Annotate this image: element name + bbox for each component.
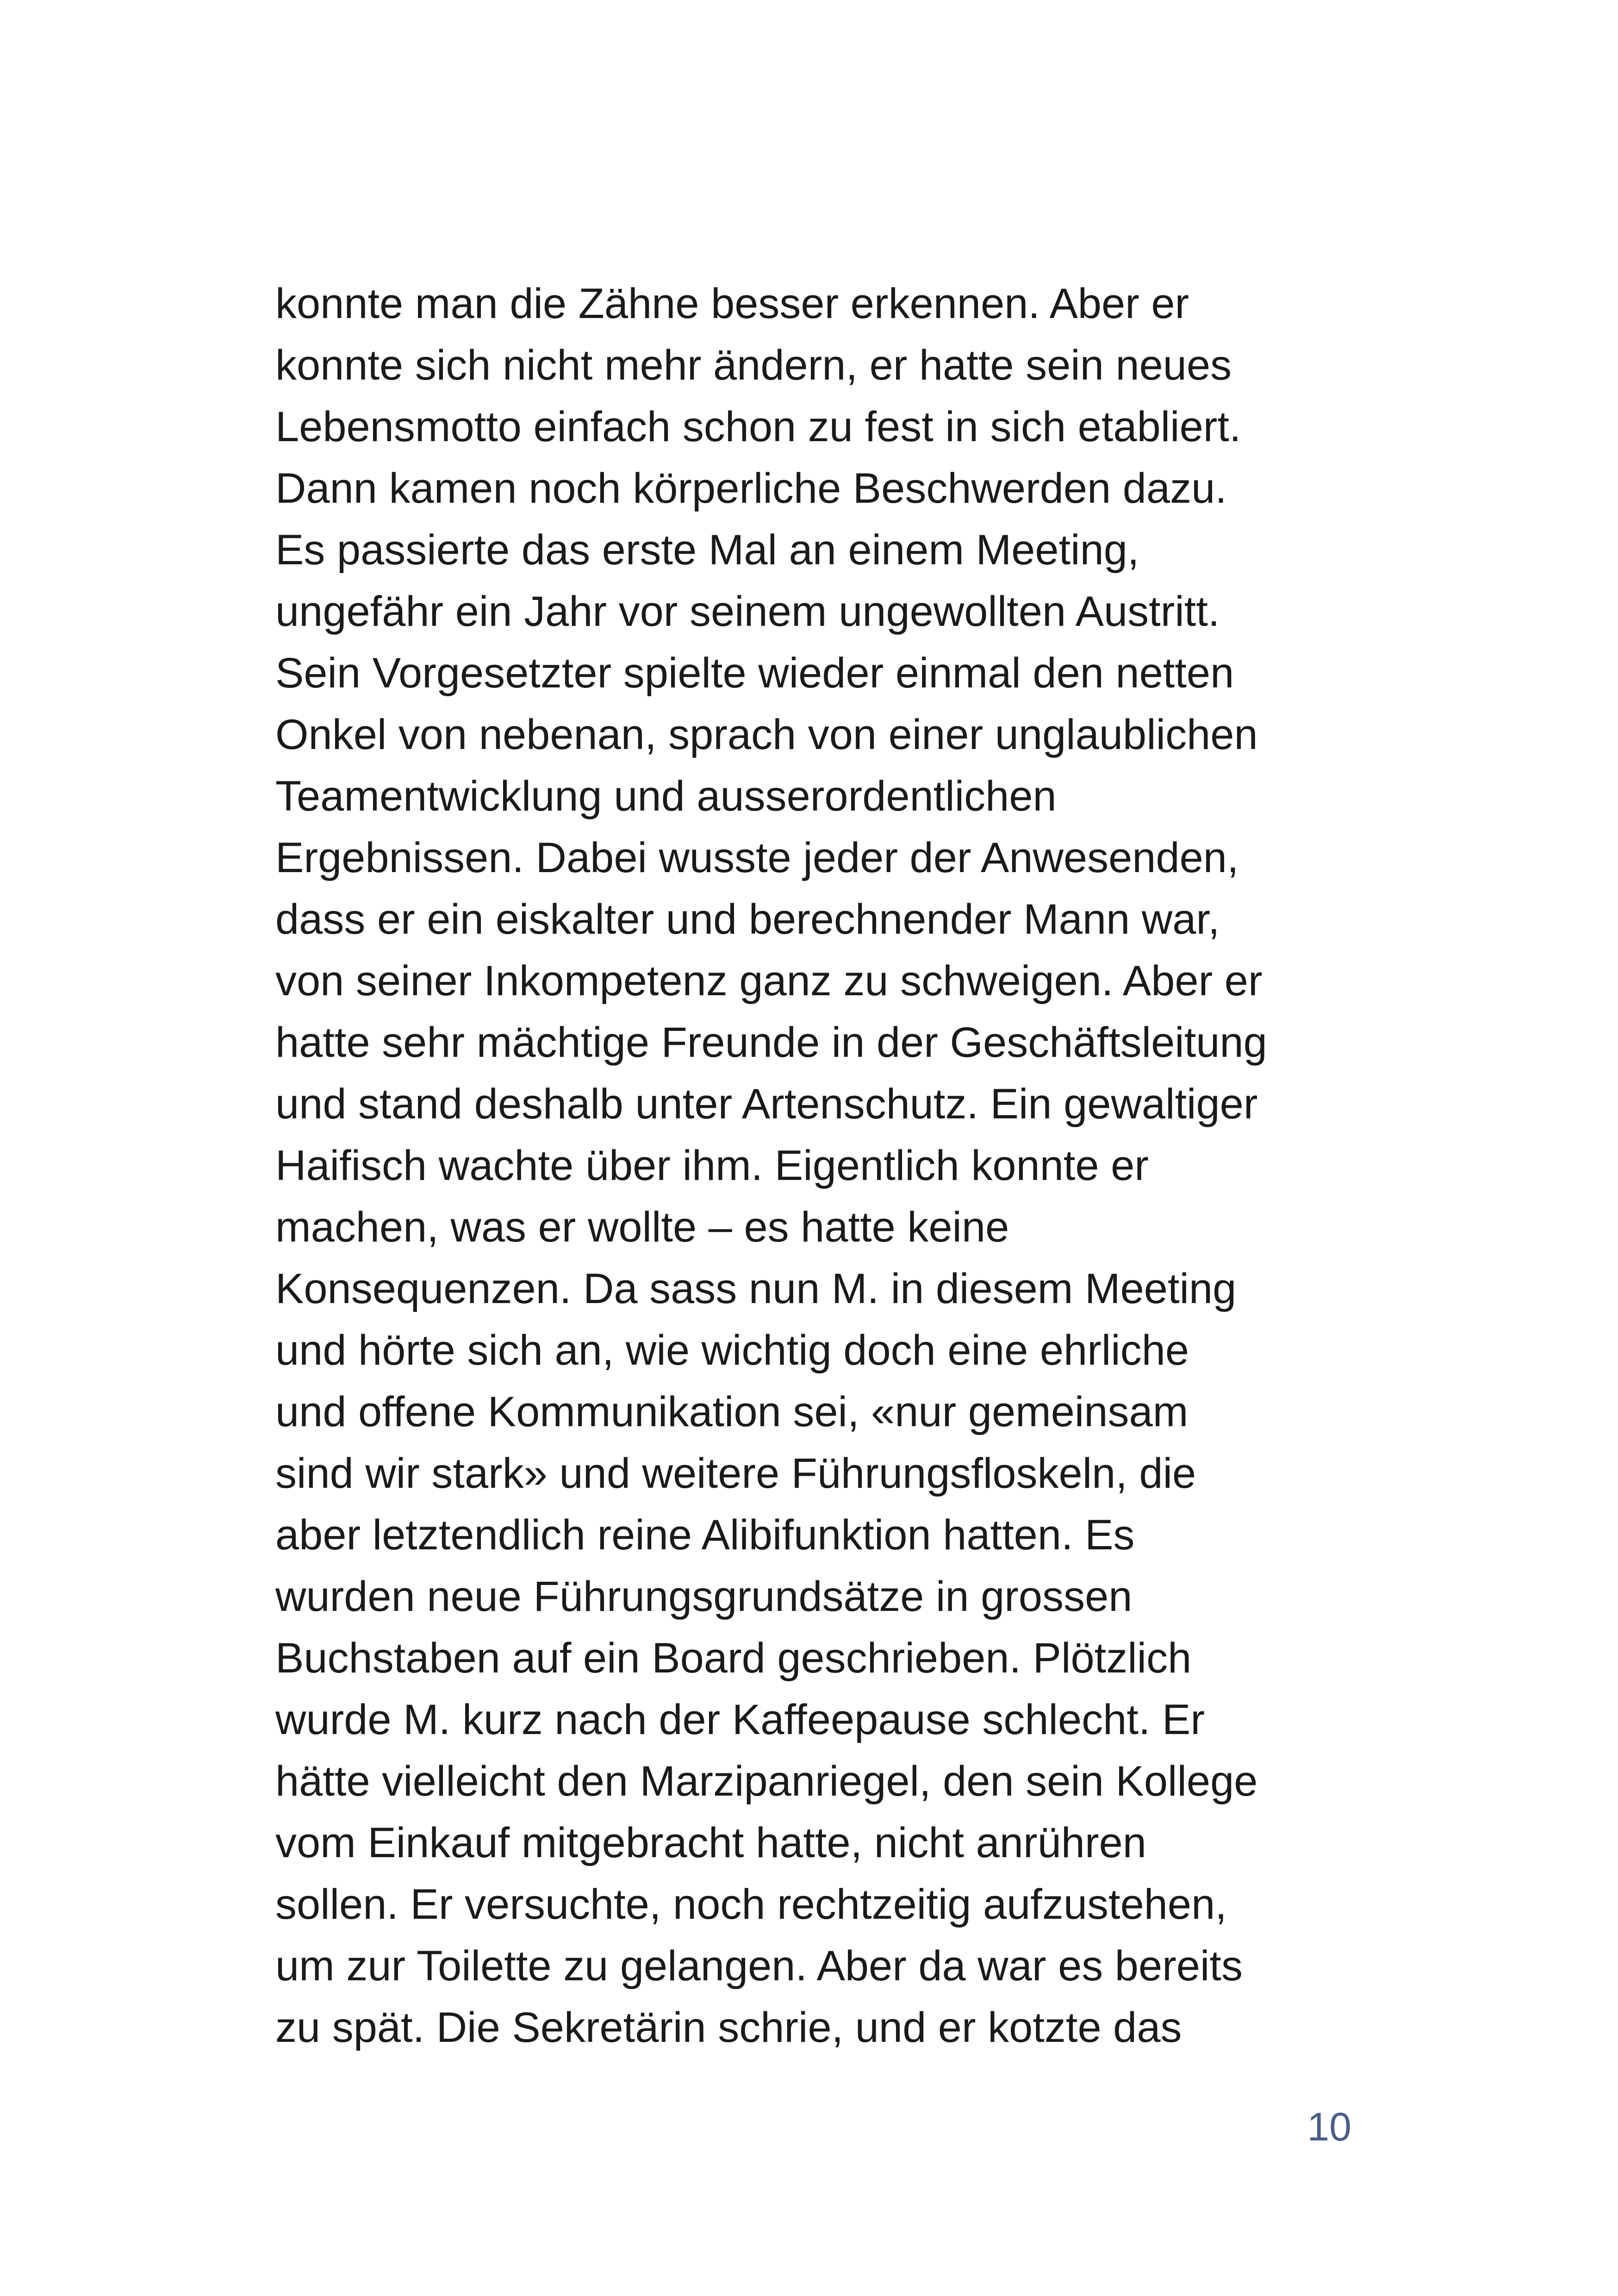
text-line: machen, was er wollte – es hatte keine xyxy=(275,1204,1009,1251)
text-line: um zur Toilette zu gelangen. Aber da war es bereits xyxy=(275,1942,1243,1990)
text-line: wurde M. kurz nach der Kaffeepause schlecht. Er xyxy=(275,1696,1205,1743)
text-line: vom Einkauf mitgebracht hatte, nicht anrühren xyxy=(275,1819,1146,1866)
text-line: und stand deshalb unter Artenschutz. Ein gewaltiger xyxy=(275,1080,1258,1128)
text-line: ungefähr ein Jahr vor seinem ungewollten Austritt. xyxy=(275,588,1220,635)
text-line: und offene Kommunikation sei, «nur gemeinsam xyxy=(275,1388,1189,1435)
text-line: Ergebnissen. Dabei wusste jeder der Anwesenden, xyxy=(275,834,1239,881)
text-line: Onkel von nebenan, sprach von einer unglaublichen xyxy=(275,711,1258,758)
text-line: Buchstaben auf ein Board geschrieben. Plötzlich xyxy=(275,1635,1192,1682)
text-line: und hörte sich an, wie wichtig doch eine ehrliche xyxy=(275,1327,1189,1374)
text-line: Teamentwicklung und ausserordentlichen xyxy=(275,773,1057,820)
page-number: 10 xyxy=(1307,2105,1351,2149)
body-text xyxy=(275,273,1432,2059)
text-line: Lebensmotto einfach schon zu fest in sich etabliert. xyxy=(275,403,1241,450)
text-line: Es passierte das erste Mal an einem Meeting, xyxy=(275,526,1139,574)
text-line: von seiner Inkompetenz ganz zu schweigen. Aber er xyxy=(275,957,1263,1004)
text-line: dass er ein eiskalter und berechnender Mann war, xyxy=(275,896,1220,943)
text-line: sind wir stark» und weitere Führungsfloskeln, die xyxy=(275,1450,1196,1497)
text-line: hätte vielleicht den Marzipanriegel, den sein Kollege xyxy=(275,1758,1258,1805)
text-line: Sein Vorgesetzter spielte wieder einmal den netten xyxy=(275,649,1234,697)
text-line: aber letztendlich reine Alibifunktion hatten. Es xyxy=(275,1511,1135,1559)
text-line: wurden neue Führungsgrundsätze in grossen xyxy=(275,1573,1133,1620)
text-line: sollen. Er versuchte, noch rechtzeitig aufzustehen, xyxy=(275,1881,1227,1928)
text-line: Konsequenzen. Da sass nun M. in diesem Meeting xyxy=(275,1265,1237,1312)
text-line: Haifisch wachte über ihm. Eigentlich konnte er xyxy=(275,1142,1149,1189)
text-line: Dann kamen noch körperliche Beschwerden dazu. xyxy=(275,465,1227,512)
text-line: zu spät. Die Sekretärin schrie, und er kotzte das xyxy=(275,2004,1182,2051)
text-line: konnte man die Zähne besser erkennen. Aber er xyxy=(275,280,1189,327)
text-line: hatte sehr mächtige Freunde in der Geschäftsleitung xyxy=(275,1019,1267,1066)
text-line: konnte sich nicht mehr ändern, er hatte sein neues xyxy=(275,342,1232,389)
